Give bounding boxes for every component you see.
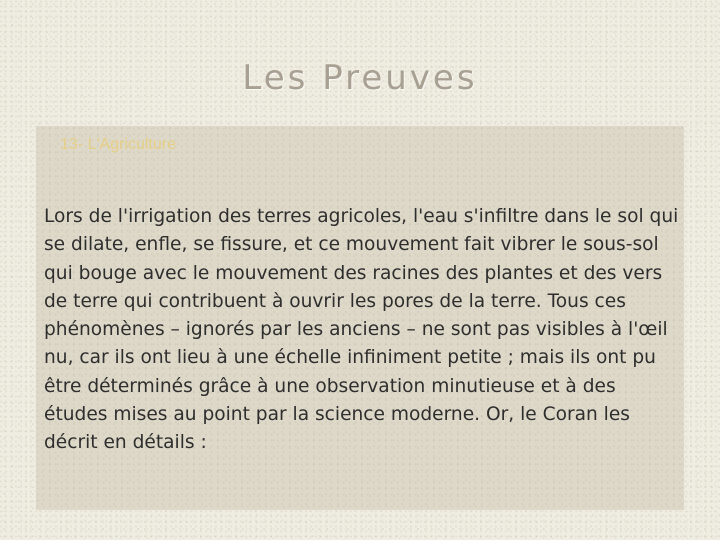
slide-title: Les Preuves <box>242 58 478 98</box>
body-paragraph: Lors de l'irrigation des terres agricoles, l'eau s'infiltre dans le sol qui se dilate, enfle, se fissure, et ce mouvement fait vibrer le sous-sol qui bouge avec le mouvement des racines des plantes et des vers de terre qui contribuent à ouvrir les pores de la terre. Tous ces phénomènes – ignorés par les anciens – ne sont pas visibles à l'œil nu, car ils ont lieu à une échelle infiniment petite ; mais ils ont pu être déterminés grâce à une observation minutieuse et à des études mises au point par la science moderne. Or, le Coran les décrit en détails : <box>44 206 679 454</box>
section-heading: 13- L'Agriculture <box>60 136 176 153</box>
